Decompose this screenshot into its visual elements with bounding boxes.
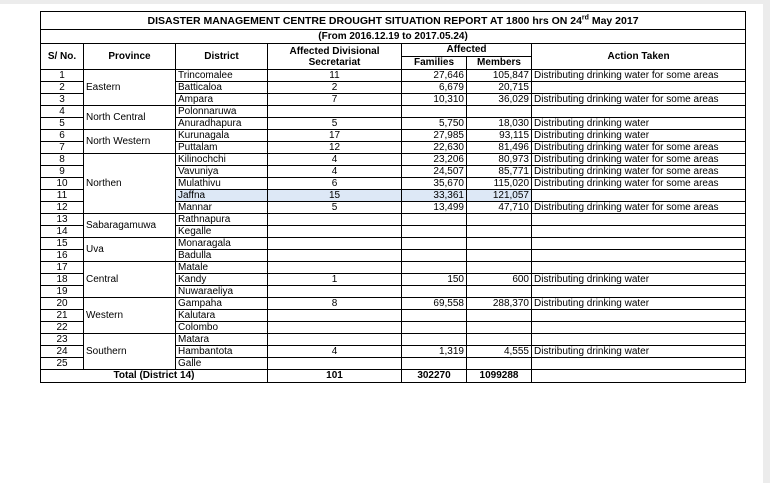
cell-district: Ampara	[176, 94, 268, 106]
cell-families: 24,507	[402, 166, 467, 178]
cell-affected-ds: 17	[268, 130, 402, 142]
cell-members: 36,029	[467, 94, 532, 106]
cell-district: Monaragala	[176, 238, 268, 250]
cell-members: 20,715	[467, 82, 532, 94]
cell-affected-ds	[268, 286, 402, 298]
cell-district: Jaffna	[176, 190, 268, 202]
cell-families: 22,630	[402, 142, 467, 154]
cell-district: Kilinochchi	[176, 154, 268, 166]
cell-affected-ds: 15	[268, 190, 402, 202]
cell-sno: 1	[41, 70, 84, 82]
cell-members	[467, 238, 532, 250]
table-row	[41, 106, 746, 118]
cell-affected-ds: 8	[268, 298, 402, 310]
cell-families	[402, 334, 467, 346]
report-period: (From 2016.12.19 to 2017.05.24)	[41, 30, 746, 44]
cell-members: 81,496	[467, 142, 532, 154]
cell-action	[532, 238, 746, 250]
cell-province: Sabaragamuwa	[84, 214, 176, 238]
cell-district: Polonnaruwa	[176, 106, 268, 118]
cell-sno: 12	[41, 202, 84, 214]
header-families: Families	[402, 57, 467, 70]
cell-district: Mulathivu	[176, 178, 268, 190]
cell-action	[532, 250, 746, 262]
cell-sno: 18	[41, 274, 84, 286]
cell-families	[402, 250, 467, 262]
cell-action	[532, 322, 746, 334]
cell-province: North Western	[84, 130, 176, 154]
cell-sno: 6	[41, 130, 84, 142]
cell-district: Kegalle	[176, 226, 268, 238]
cell-sno: 10	[41, 178, 84, 190]
cell-district: Colombo	[176, 322, 268, 334]
cell-members: 115,020	[467, 178, 532, 190]
cell-families	[402, 226, 467, 238]
cell-families	[402, 286, 467, 298]
cell-sno: 19	[41, 286, 84, 298]
cell-sno: 4	[41, 106, 84, 118]
table-row	[41, 298, 746, 310]
report-title: DISASTER MANAGEMENT CENTRE DROUGHT SITUATION REPORT AT 1800 hrs ON 24rd May 2017	[41, 12, 746, 30]
cell-action	[532, 262, 746, 274]
header-affected-ds: Affected Divisional Secretariat	[268, 44, 402, 70]
cell-affected-ds: 6	[268, 178, 402, 190]
cell-families: 23,206	[402, 154, 467, 166]
table-row	[41, 262, 746, 274]
header-district: District	[176, 44, 268, 70]
header-affected: Affected	[402, 44, 532, 57]
cell-members: 47,710	[467, 202, 532, 214]
cell-affected-ds: 5	[268, 202, 402, 214]
cell-action: Distributing drinking water	[532, 274, 746, 286]
cell-affected-ds: 4	[268, 166, 402, 178]
cell-action: Distributing drinking water	[532, 130, 746, 142]
cell-affected-ds	[268, 226, 402, 238]
cell-district: Puttalam	[176, 142, 268, 154]
cell-families	[402, 106, 467, 118]
cell-families	[402, 238, 467, 250]
cell-action	[532, 286, 746, 298]
cell-province: Southern	[84, 334, 176, 370]
cell-province: Western	[84, 298, 176, 334]
total-action	[532, 370, 746, 383]
table-row	[41, 130, 746, 142]
cell-families: 13,499	[402, 202, 467, 214]
cell-families	[402, 262, 467, 274]
cell-province: Northen	[84, 154, 176, 214]
cell-district: Badulla	[176, 250, 268, 262]
cell-members	[467, 358, 532, 370]
cell-members	[467, 250, 532, 262]
cell-district: Rathnapura	[176, 214, 268, 226]
cell-district: Kalutara	[176, 310, 268, 322]
cell-sno: 21	[41, 310, 84, 322]
cell-families: 27,985	[402, 130, 467, 142]
cell-members	[467, 310, 532, 322]
table-row	[41, 334, 746, 346]
header-members: Members	[467, 57, 532, 70]
cell-district: Galle	[176, 358, 268, 370]
cell-members	[467, 262, 532, 274]
cell-families: 27,646	[402, 70, 467, 82]
cell-sno: 13	[41, 214, 84, 226]
cell-affected-ds	[268, 262, 402, 274]
total-label: Total (District 14)	[41, 370, 268, 383]
cell-families: 5,750	[402, 118, 467, 130]
cell-sno: 2	[41, 82, 84, 94]
cell-members: 288,370	[467, 298, 532, 310]
window-right-edge	[763, 0, 770, 483]
window-top-edge	[0, 0, 770, 4]
cell-affected-ds	[268, 322, 402, 334]
cell-action: Distributing drinking water for some areas	[532, 202, 746, 214]
cell-district: Kurunagala	[176, 130, 268, 142]
cell-affected-ds	[268, 334, 402, 346]
cell-families: 69,558	[402, 298, 467, 310]
cell-sno: 3	[41, 94, 84, 106]
total-ds: 101	[268, 370, 402, 383]
cell-action	[532, 106, 746, 118]
cell-members: 4,555	[467, 346, 532, 358]
cell-members	[467, 334, 532, 346]
cell-sno: 15	[41, 238, 84, 250]
cell-affected-ds	[268, 310, 402, 322]
cell-district: Anuradhapura	[176, 118, 268, 130]
cell-action: Distributing drinking water for some areas	[532, 154, 746, 166]
cell-district: Nuwaraeliya	[176, 286, 268, 298]
cell-sno: 14	[41, 226, 84, 238]
header-province: Province	[84, 44, 176, 70]
cell-affected-ds: 7	[268, 94, 402, 106]
cell-affected-ds	[268, 358, 402, 370]
cell-action	[532, 82, 746, 94]
cell-sno: 20	[41, 298, 84, 310]
total-families: 302270	[402, 370, 467, 383]
cell-affected-ds: 4	[268, 346, 402, 358]
cell-sno: 17	[41, 262, 84, 274]
header-sno: S/ No.	[41, 44, 84, 70]
cell-district: Batticaloa	[176, 82, 268, 94]
cell-province: Uva	[84, 238, 176, 262]
cell-district: Vavuniya	[176, 166, 268, 178]
cell-families: 1,319	[402, 346, 467, 358]
cell-district: Matale	[176, 262, 268, 274]
cell-affected-ds: 4	[268, 154, 402, 166]
cell-members: 93,115	[467, 130, 532, 142]
cell-district: Hambantota	[176, 346, 268, 358]
cell-affected-ds	[268, 214, 402, 226]
cell-affected-ds: 11	[268, 70, 402, 82]
cell-action	[532, 334, 746, 346]
cell-members	[467, 322, 532, 334]
cell-sno: 11	[41, 190, 84, 202]
cell-members: 80,973	[467, 154, 532, 166]
cell-families	[402, 358, 467, 370]
cell-province: Eastern	[84, 70, 176, 106]
table-row	[41, 70, 746, 82]
cell-sno: 16	[41, 250, 84, 262]
cell-action	[532, 190, 746, 202]
cell-members: 105,847	[467, 70, 532, 82]
table-row	[41, 154, 746, 166]
cell-sno: 8	[41, 154, 84, 166]
cell-families: 10,310	[402, 94, 467, 106]
cell-action	[532, 310, 746, 322]
cell-members	[467, 286, 532, 298]
cell-members: 121,057	[467, 190, 532, 202]
cell-affected-ds	[268, 238, 402, 250]
cell-action	[532, 358, 746, 370]
total-row	[41, 370, 746, 383]
cell-members	[467, 214, 532, 226]
cell-action	[532, 226, 746, 238]
cell-affected-ds: 5	[268, 118, 402, 130]
report-body	[41, 70, 746, 370]
cell-action: Distributing drinking water for some areas	[532, 166, 746, 178]
cell-members: 85,771	[467, 166, 532, 178]
cell-action: Distributing drinking water for some areas	[532, 70, 746, 82]
cell-action: Distributing drinking water for some areas	[532, 94, 746, 106]
cell-affected-ds	[268, 250, 402, 262]
cell-affected-ds: 2	[268, 82, 402, 94]
cell-members	[467, 106, 532, 118]
cell-families	[402, 322, 467, 334]
cell-sno: 25	[41, 358, 84, 370]
cell-members: 600	[467, 274, 532, 286]
cell-sno: 24	[41, 346, 84, 358]
cell-action: Distributing drinking water	[532, 118, 746, 130]
cell-sno: 22	[41, 322, 84, 334]
cell-action: Distributing drinking water for some areas	[532, 142, 746, 154]
cell-families: 6,679	[402, 82, 467, 94]
cell-district: Mannar	[176, 202, 268, 214]
total-members: 1099288	[467, 370, 532, 383]
cell-members	[467, 226, 532, 238]
cell-action: Distributing drinking water for some areas	[532, 178, 746, 190]
cell-families: 150	[402, 274, 467, 286]
cell-action: Distributing drinking water	[532, 346, 746, 358]
cell-district: Matara	[176, 334, 268, 346]
cell-province: Central	[84, 262, 176, 298]
cell-families: 33,361	[402, 190, 467, 202]
cell-affected-ds: 1	[268, 274, 402, 286]
cell-action: Distributing drinking water	[532, 298, 746, 310]
cell-province: North Central	[84, 106, 176, 130]
cell-sno: 5	[41, 118, 84, 130]
cell-sno: 7	[41, 142, 84, 154]
header-action-taken: Action Taken	[532, 44, 746, 70]
cell-affected-ds	[268, 106, 402, 118]
cell-families	[402, 310, 467, 322]
cell-action	[532, 214, 746, 226]
cell-families: 35,670	[402, 178, 467, 190]
cell-families	[402, 214, 467, 226]
cell-sno: 9	[41, 166, 84, 178]
cell-district: Trincomalee	[176, 70, 268, 82]
cell-sno: 23	[41, 334, 84, 346]
table-row	[41, 214, 746, 226]
cell-district: Kandy	[176, 274, 268, 286]
cell-members: 18,030	[467, 118, 532, 130]
cell-district: Gampaha	[176, 298, 268, 310]
cell-affected-ds: 12	[268, 142, 402, 154]
drought-report-table	[40, 11, 746, 383]
table-row	[41, 238, 746, 250]
